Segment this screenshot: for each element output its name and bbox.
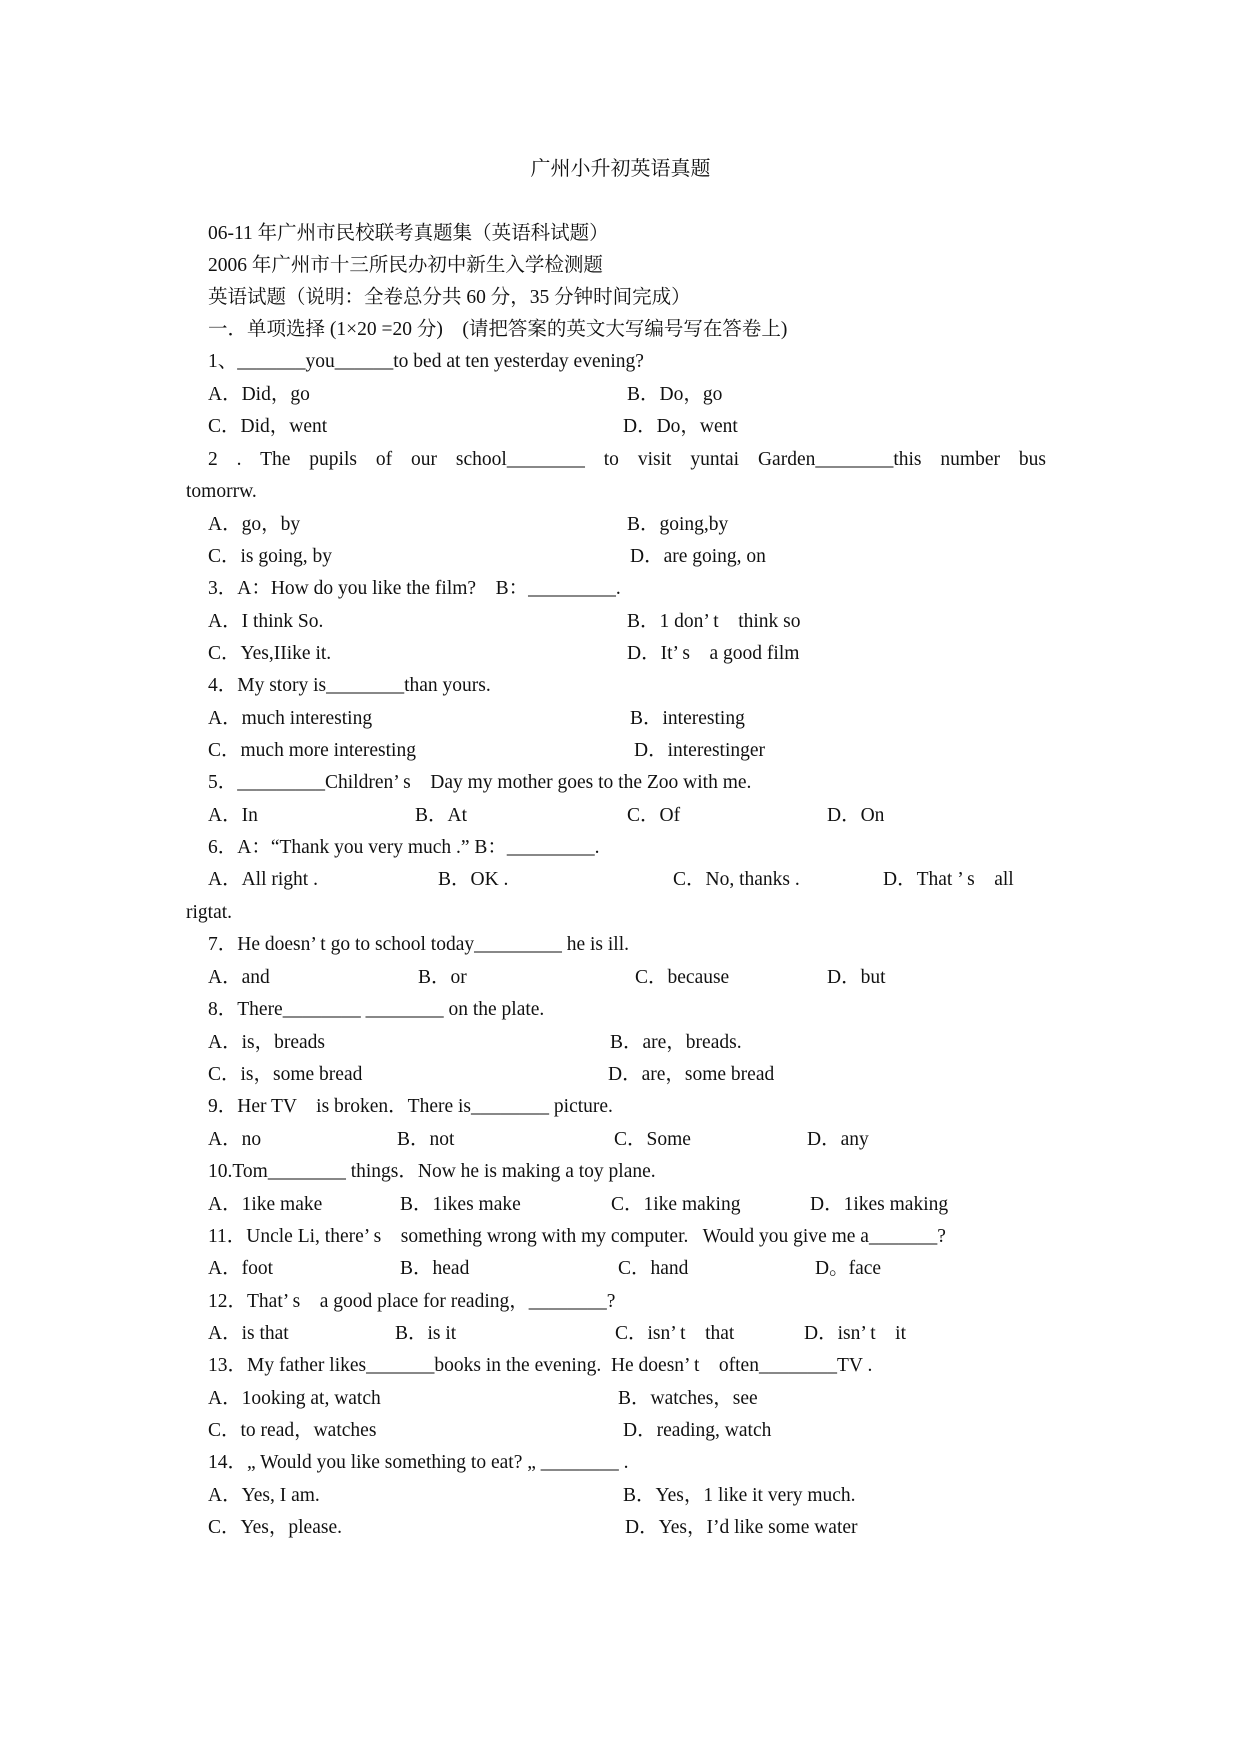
option: B．going,by [627, 514, 729, 535]
option: A．Yes, I am. [208, 1485, 320, 1506]
option: B．are，breads. [610, 1032, 742, 1053]
option: C．hand [618, 1258, 689, 1279]
option: B．1ikes make [400, 1194, 521, 1215]
option: C．is going, by [208, 546, 333, 567]
option: D．are going, on [630, 546, 766, 567]
option: C．because [635, 967, 730, 988]
option: D．Do，went [623, 416, 738, 437]
option: A．foot [208, 1258, 273, 1279]
option: A．no [208, 1129, 262, 1150]
question-stem-continued: tomorrw. [186, 481, 257, 502]
option: A．In [208, 805, 258, 826]
option: B．watches，see [618, 1388, 758, 1409]
question-stem: 2 . The pupils of our school________ to visit yuntai Garden________this number bus [208, 449, 1046, 470]
option: D．It’ s a good film [627, 643, 800, 664]
option: A．All right . [208, 869, 318, 890]
option: C．Yes，please. [208, 1517, 342, 1538]
option: C．Did，went [208, 416, 328, 437]
option: A．and [208, 967, 270, 988]
question-stem: 13．My father likes_______books in the evening. He doesn’ t often________TV . [208, 1355, 873, 1376]
option: B．or [418, 967, 467, 988]
option: C．is，some bread [208, 1064, 363, 1085]
option: A．1ooking at, watch [208, 1388, 381, 1409]
option: D．On [827, 805, 885, 826]
option: A．Did，go [208, 384, 310, 405]
option: A．1ike make [208, 1194, 323, 1215]
option: C．1ike making [611, 1194, 741, 1215]
option: C．to read，watches [208, 1420, 377, 1441]
option: D．1ikes making [810, 1194, 949, 1215]
option: B．Do，go [627, 384, 723, 405]
option: C．Of [627, 805, 681, 826]
option: D．are，some bread [608, 1064, 775, 1085]
question-stem: 6．A：“Thank you very much .” B：_________. [208, 837, 600, 858]
question-stem: 1、_______you______to bed at ten yesterday evening? [208, 351, 644, 372]
option: D．isn’ t it [804, 1323, 907, 1344]
option: A．I think So. [208, 611, 324, 632]
header-line-3: 英语试题（说明：全卷总分共 60 分，35 分钟时间完成） [208, 287, 691, 308]
option: B．At [415, 805, 468, 826]
option: B．not [397, 1129, 455, 1150]
question-stem: 3．A：How do you like the film? B：_________. [208, 578, 621, 599]
question-stem: 11．Uncle Li, there’ s something wrong with my computer. Would you give me a_______? [208, 1226, 946, 1247]
option: B．OK . [438, 869, 509, 890]
header-line-1: 06-11 年广州市民校联考真题集（英语科试题） [208, 223, 609, 244]
option: A．go，by [208, 514, 301, 535]
section-heading: 一．单项选择 (1×20 =20 分) (请把答案的英文大写编号写在答卷上) [208, 319, 788, 340]
option: D。face [815, 1258, 882, 1279]
option: B．1 don’ t think so [627, 611, 801, 632]
option: C．No, thanks . [673, 869, 800, 890]
question-stem: 7．He doesn’ t go to school today_________ he is ill. [208, 934, 630, 955]
option: B．Yes，1 like it very much. [623, 1485, 856, 1506]
option: A．is，breads [208, 1032, 325, 1053]
question-stem: 9．Her TV is broken．There is________ picture. [208, 1096, 613, 1117]
question-stem: 4．My story is________than yours. [208, 675, 491, 696]
option: D．but [827, 967, 886, 988]
option: B．head [400, 1258, 470, 1279]
question-stem: 5．_________Children’ s Day my mother goes to the Zoo with me. [208, 772, 752, 793]
question-stem: 12．That’ s a good place for reading，________? [208, 1291, 616, 1312]
option: B．is it [395, 1323, 457, 1344]
page-title: 广州小升初英语真题 [530, 158, 711, 180]
option: C．Some [614, 1129, 691, 1150]
option: C．isn’ t that [615, 1323, 735, 1344]
option: A．much interesting [208, 708, 373, 729]
question-stem: 14．„ Would you like something to eat? „ ________ . [208, 1452, 629, 1473]
option: C．much more interesting [208, 740, 416, 761]
option: D．That ’ s all [883, 869, 1014, 890]
option: A．is that [208, 1323, 289, 1344]
option-continued: rigtat. [186, 902, 233, 923]
option: D．any [807, 1129, 869, 1150]
option: B．interesting [630, 708, 745, 729]
question-stem: 10.Tom________ things．Now he is making a toy plane. [208, 1161, 656, 1182]
option: D．reading, watch [623, 1420, 772, 1441]
option: C．Yes,IIike it. [208, 643, 332, 664]
question-stem: 8．There________ ________ on the plate. [208, 999, 545, 1020]
header-line-2: 2006 年广州市十三所民办初中新生入学检测题 [208, 255, 603, 276]
option: D．interestinger [634, 740, 766, 761]
option: D．Yes，I’d like some water [625, 1517, 858, 1538]
